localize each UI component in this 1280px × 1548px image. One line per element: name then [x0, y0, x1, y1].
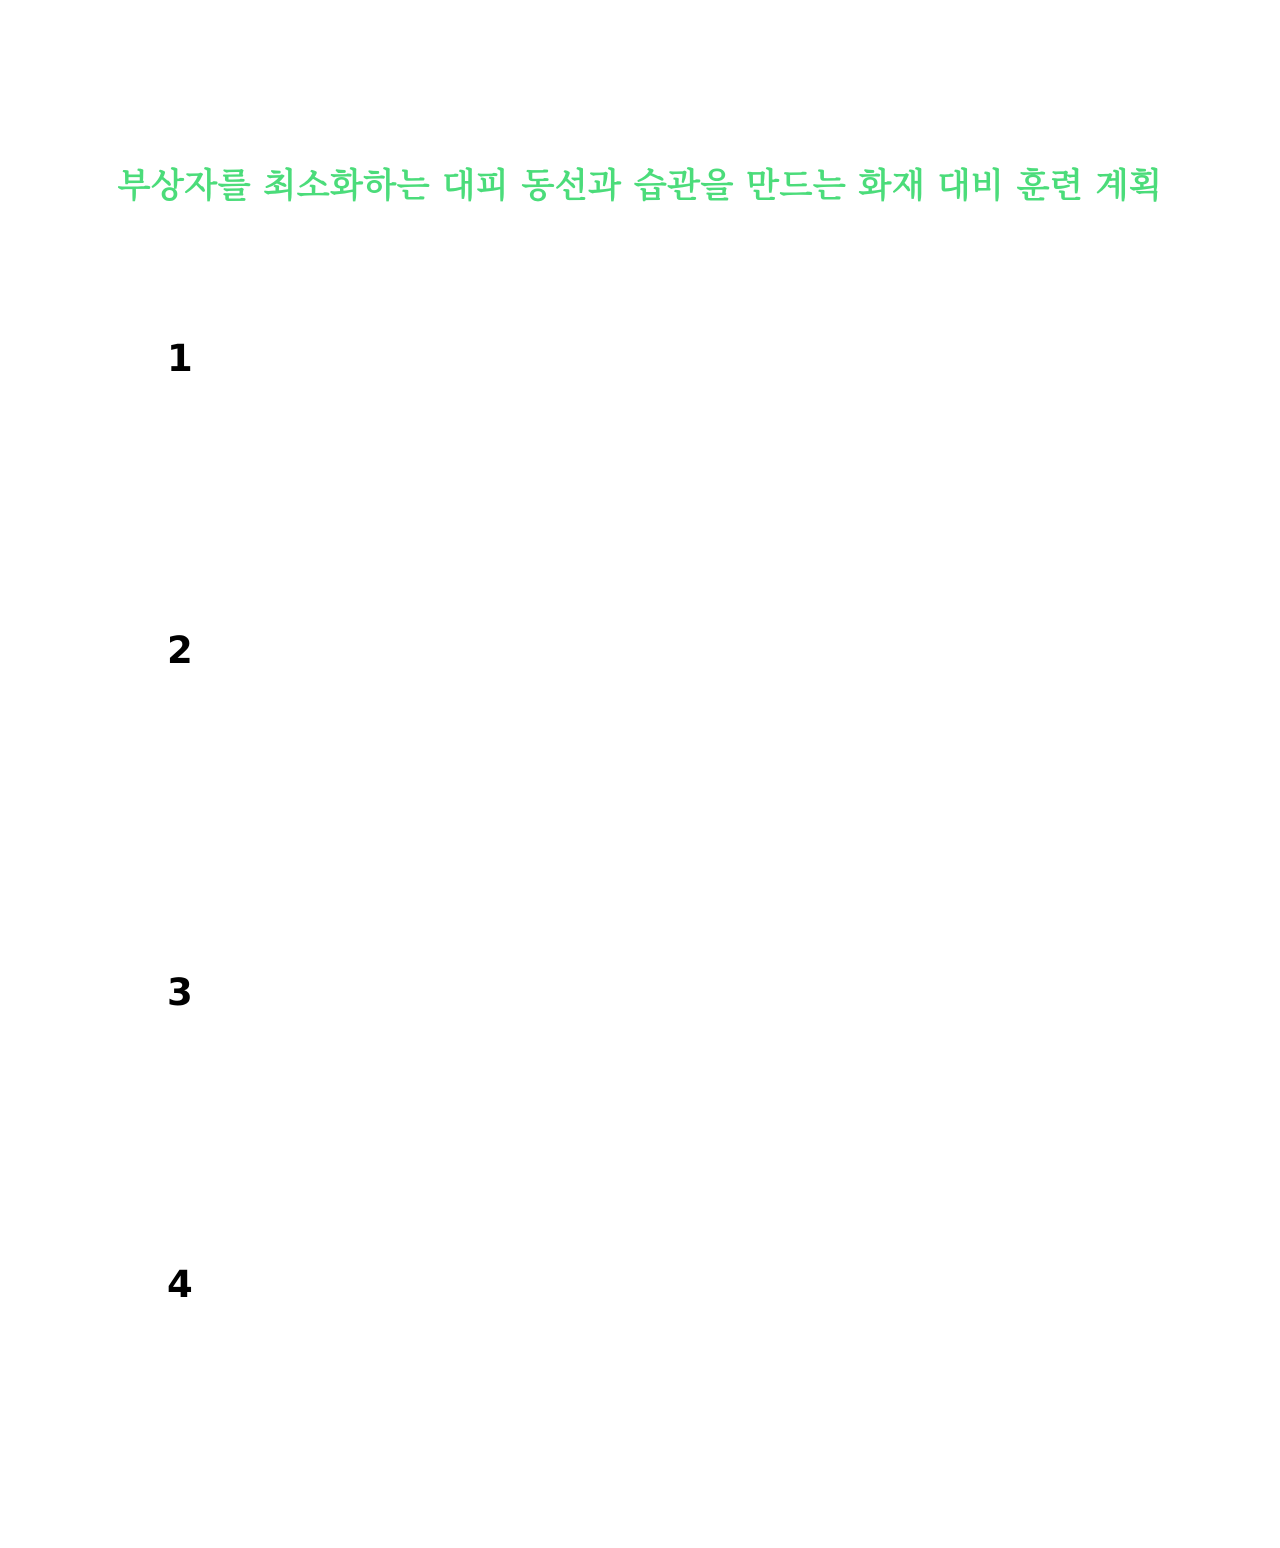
step-number-2: 2 [167, 629, 193, 672]
step-number-4: 4 [167, 1263, 193, 1306]
step-number-1: 1 [167, 337, 193, 380]
page-title: 부상자를 최소화하는 대피 동선과 습관을 만드는 화재 대비 훈련 계획 [117, 166, 1163, 206]
step-number-3: 3 [167, 971, 193, 1014]
